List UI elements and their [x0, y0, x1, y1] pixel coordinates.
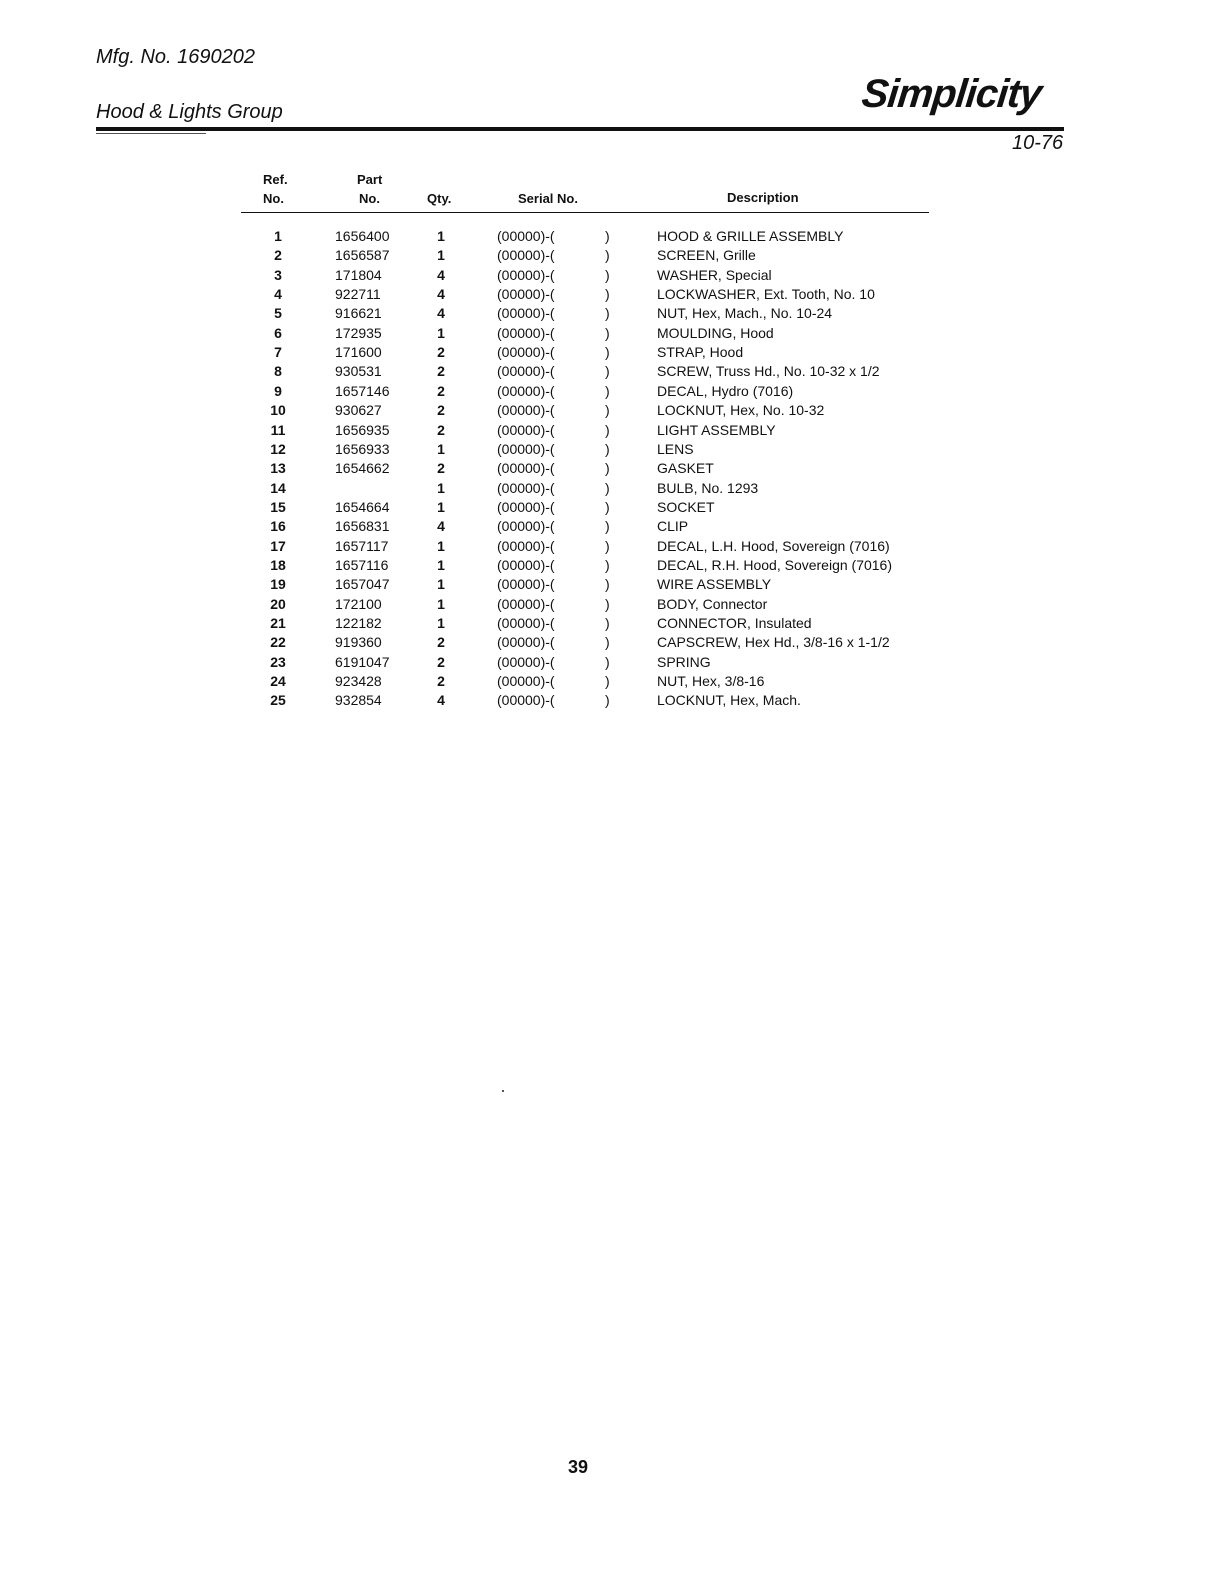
description-cell: SCREEN, Grille: [657, 247, 756, 264]
ref-cell: 18: [270, 556, 286, 573]
serial-close-cell: ): [605, 363, 610, 380]
part-number-cell: 1656587: [335, 247, 390, 264]
ref-cell: 14: [270, 479, 286, 496]
description-cell: LIGHT ASSEMBLY: [657, 421, 776, 438]
qty-cell: 4: [437, 518, 445, 535]
qty-cell: 1: [437, 440, 445, 457]
serial-cell: (00000)-(: [497, 615, 555, 631]
part-number-cell: 1654662: [335, 460, 390, 477]
part-number-cell: 1656933: [335, 440, 390, 457]
part-number-cell: 919360: [335, 634, 382, 651]
ref-cell: 19: [270, 576, 286, 593]
description-cell: HOOD & GRILLE ASSEMBLY: [657, 228, 844, 244]
description-cell: GASKET: [657, 460, 714, 477]
description-cell: STRAP, Hood: [657, 344, 744, 361]
ref-cell: 1: [274, 228, 282, 244]
serial-cell: (00000)-(: [497, 498, 555, 515]
serial-close-cell: ): [605, 266, 610, 283]
qty-cell: 2: [437, 382, 445, 399]
serial-close-cell: ): [605, 576, 610, 593]
description-cell: SOCKET: [657, 498, 715, 515]
serial-cell: (00000)-(: [497, 266, 555, 283]
description-cell: SPRING: [657, 653, 711, 670]
part-number-cell: 1657117: [335, 537, 389, 554]
header-subrule: [96, 133, 206, 134]
serial-cell: (00000)-(: [497, 595, 555, 612]
part-number-cell: 1656400: [335, 228, 390, 244]
serial-cell: (00000)-(: [497, 286, 555, 303]
serial-close-cell: ): [605, 460, 610, 477]
ref-cell: 23: [270, 653, 286, 670]
description-cell: DECAL, L.H. Hood, Sovereign (7016): [657, 537, 890, 554]
description-cell: NUT, Hex, Mach., No. 10-24: [657, 305, 833, 322]
description-cell: LENS: [657, 440, 694, 457]
qty-cell: 2: [437, 653, 445, 670]
serial-close-cell: ): [605, 653, 610, 670]
qty-cell: 2: [437, 363, 445, 380]
serial-close-cell: ): [605, 382, 610, 399]
part-number-cell: 1657116: [335, 556, 389, 573]
page-number: 39: [568, 1457, 589, 1477]
serial-cell: (00000)-(: [497, 324, 555, 341]
qty-cell: 4: [437, 692, 445, 709]
part-number-cell: 172100: [335, 595, 382, 612]
serial-cell: (00000)-(: [497, 653, 555, 670]
qty-cell: 2: [437, 421, 445, 438]
description-cell: WASHER, Special: [657, 266, 772, 283]
part-number-cell: 930531: [335, 363, 382, 380]
serial-cell: (00000)-(: [497, 537, 555, 554]
description-cell: LOCKNUT, Hex, Mach.: [657, 692, 801, 709]
header-serial: Serial No.: [518, 191, 578, 206]
description-cell: SCREW, Truss Hd., No. 10-32 x 1/2: [657, 363, 880, 380]
qty-cell: 4: [437, 286, 445, 303]
serial-close-cell: ): [605, 537, 610, 554]
serial-close-cell: ): [605, 421, 610, 438]
part-number-cell: 932854: [335, 692, 382, 709]
serial-cell: (00000)-(: [497, 692, 555, 709]
part-number-cell: 1654664: [335, 498, 390, 515]
ref-cell: 22: [270, 634, 286, 651]
ref-cell: 4: [274, 286, 282, 303]
part-number-cell: 1657047: [335, 576, 390, 593]
header-qty: Qty.: [427, 191, 452, 206]
description-cell: LOCKNUT, Hex, No. 10-32: [657, 402, 825, 419]
header-part-line2: No.: [359, 191, 380, 206]
description-cell: CAPSCREW, Hex Hd., 3/8-16 x 1-1/2: [657, 634, 890, 651]
ref-cell: 11: [270, 421, 286, 438]
serial-close-cell: ): [605, 344, 610, 361]
part-number-cell: 6191047: [335, 653, 390, 670]
qty-cell: 2: [437, 460, 445, 477]
serial-close-cell: ): [605, 324, 610, 341]
ref-cell: 15: [270, 498, 286, 515]
ref-cell: 5: [274, 305, 282, 322]
qty-cell: 1: [437, 247, 445, 264]
part-number-cell: 171804: [335, 266, 382, 283]
header-ref-line1: Ref.: [263, 172, 288, 187]
serial-close-cell: ): [605, 634, 610, 651]
serial-close-cell: ): [605, 402, 610, 419]
ref-cell: 25: [270, 692, 286, 709]
part-number-cell: 930627: [335, 402, 382, 419]
serial-close-cell: ): [605, 595, 610, 612]
serial-close-cell: ): [605, 479, 610, 496]
ref-cell: 20: [270, 595, 286, 612]
description-cell: NUT, Hex, 3/8-16: [657, 673, 765, 690]
qty-cell: 1: [437, 228, 445, 244]
serial-cell: (00000)-(: [497, 305, 555, 322]
stray-mark: [502, 1090, 504, 1092]
qty-cell: 1: [437, 498, 445, 515]
group-title: Hood & Lights Group: [96, 101, 283, 123]
serial-close-cell: ): [605, 228, 610, 244]
header-ref-line2: No.: [263, 191, 284, 206]
serial-close-cell: ): [605, 305, 610, 322]
description-cell: DECAL, Hydro (7016): [657, 382, 794, 399]
serial-close-cell: ): [605, 498, 610, 515]
table-header-rule: [241, 212, 929, 213]
ref-cell: 8: [274, 363, 282, 380]
qty-cell: 1: [437, 615, 445, 631]
serial-cell: (00000)-(: [497, 673, 555, 690]
ref-cell: 17: [270, 537, 286, 554]
qty-cell: 1: [437, 595, 445, 612]
qty-cell: 2: [437, 634, 445, 651]
revision-date: 10-76: [1012, 132, 1064, 154]
serial-cell: (00000)-(: [497, 382, 555, 399]
ref-cell: 2: [274, 247, 282, 264]
header-rule: [96, 127, 1064, 131]
header-description: Description: [727, 190, 799, 205]
ref-cell: 10: [270, 402, 286, 419]
qty-cell: 1: [437, 576, 445, 593]
part-number-cell: 1656831: [335, 518, 390, 535]
serial-cell: (00000)-(: [497, 363, 555, 380]
ref-cell: 9: [274, 382, 282, 399]
part-number-cell: 172935: [335, 324, 382, 341]
part-number-cell: 1656935: [335, 421, 390, 438]
header-part-line1: Part: [357, 172, 383, 187]
serial-cell: (00000)-(: [497, 421, 555, 438]
qty-cell: 1: [437, 324, 445, 341]
serial-close-cell: ): [605, 518, 610, 535]
serial-cell: (00000)-(: [497, 518, 555, 535]
mfg-number: Mfg. No. 1690202: [96, 46, 255, 68]
qty-cell: 4: [437, 305, 445, 322]
qty-cell: 2: [437, 402, 445, 419]
ref-cell: 3: [274, 266, 282, 283]
brand-logo: Simplicity: [859, 72, 1044, 116]
serial-cell: (00000)-(: [497, 460, 555, 477]
part-number-cell: 1657146: [335, 382, 390, 399]
serial-cell: (00000)-(: [497, 479, 555, 496]
ref-cell: 21: [270, 615, 286, 631]
ref-cell: 13: [270, 460, 286, 477]
part-number-cell: 122182: [335, 615, 382, 631]
serial-close-cell: ): [605, 440, 610, 457]
serial-cell: (00000)-(: [497, 634, 555, 651]
description-cell: MOULDING, Hood: [657, 324, 774, 341]
description-cell: CLIP: [657, 518, 689, 535]
part-number-cell: 923428: [335, 673, 382, 690]
description-cell: WIRE ASSEMBLY: [657, 576, 772, 593]
serial-cell: (00000)-(: [497, 344, 555, 361]
serial-cell: (00000)-(: [497, 228, 555, 244]
ref-cell: 24: [270, 673, 286, 690]
serial-close-cell: ): [605, 673, 610, 690]
serial-cell: (00000)-(: [497, 556, 555, 573]
description-cell: CONNECTOR, Insulated: [657, 615, 812, 631]
serial-close-cell: ): [605, 692, 610, 709]
serial-close-cell: ): [605, 556, 610, 573]
serial-close-cell: ): [605, 247, 610, 264]
description-cell: BULB, No. 1293: [657, 479, 759, 496]
serial-cell: (00000)-(: [497, 402, 555, 419]
qty-cell: 2: [437, 344, 445, 361]
part-number-cell: 922711: [335, 286, 381, 303]
ref-cell: 12: [270, 440, 286, 457]
qty-cell: 1: [437, 556, 445, 573]
part-number-cell: 171600: [335, 344, 382, 361]
qty-cell: 2: [437, 673, 445, 690]
qty-cell: 4: [437, 266, 445, 283]
serial-cell: (00000)-(: [497, 440, 555, 457]
qty-cell: 1: [437, 537, 445, 554]
serial-close-cell: ): [605, 615, 610, 631]
serial-cell: (00000)-(: [497, 247, 555, 264]
serial-cell: (00000)-(: [497, 576, 555, 593]
serial-close-cell: ): [605, 286, 610, 303]
ref-cell: 16: [270, 518, 286, 535]
description-cell: DECAL, R.H. Hood, Sovereign (7016): [657, 556, 892, 573]
ref-cell: 7: [274, 344, 282, 361]
description-cell: BODY, Connector: [657, 595, 768, 612]
ref-cell: 6: [274, 324, 282, 341]
qty-cell: 1: [437, 479, 445, 496]
part-number-cell: 916621: [335, 305, 382, 322]
description-cell: LOCKWASHER, Ext. Tooth, No. 10: [657, 286, 875, 303]
